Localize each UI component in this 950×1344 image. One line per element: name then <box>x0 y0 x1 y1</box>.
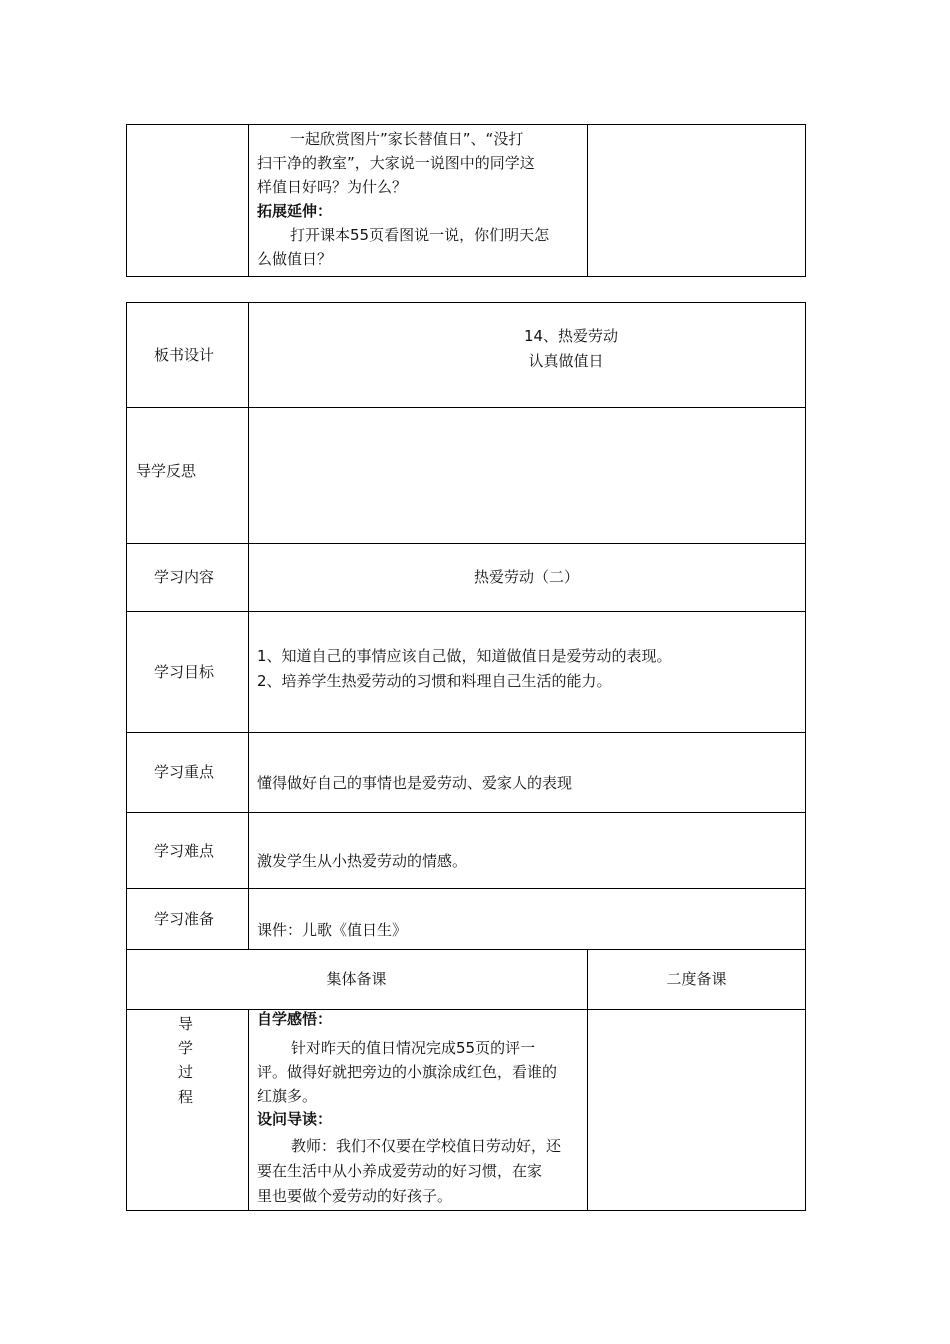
self-study-heading: 自学感悟： <box>257 1010 333 1028</box>
row-divider-6 <box>126 888 806 889</box>
top-text-line-1: 一起欣赏图片”家长替值日”、“没打 <box>290 130 524 148</box>
guide-line-2: 要在生活中从小养成爱劳动的好习惯，在家 <box>257 1162 543 1180</box>
board-design-subtitle: 认真做值日 <box>528 352 604 370</box>
process-label-char-3: 过 <box>178 1063 194 1081</box>
difficulty-label: 学习难点 <box>154 842 215 860</box>
process-label-char-1: 导 <box>178 1015 194 1033</box>
difficulty-value: 激发学生从小热爱劳动的情感。 <box>257 852 468 870</box>
study-goals-label: 学习目标 <box>154 663 215 681</box>
self-study-line-1: 针对昨天的值日情况完成55页的评一 <box>291 1039 536 1057</box>
board-design-label: 板书设计 <box>154 346 215 364</box>
extend-line-2: 么做值日？ <box>257 250 333 268</box>
row-divider-4 <box>126 732 806 733</box>
top-table-divider-1 <box>248 124 249 277</box>
extend-heading: 拓展延伸： <box>257 202 333 220</box>
top-table-divider-2 <box>587 124 588 277</box>
key-point-value: 懂得做好自己的事情也是爱劳动、爱家人的表现 <box>257 774 573 792</box>
second-prep-header: 二度备课 <box>666 970 727 988</box>
study-goal-item-1: 1、知道自己的事情应该自己做，知道做值日是爱劳动的表现。 <box>257 647 672 665</box>
row-divider-3 <box>126 611 806 612</box>
row-divider-8 <box>126 1009 806 1010</box>
guide-heading: 设问导读： <box>257 1110 333 1128</box>
study-content-label: 学习内容 <box>154 568 215 586</box>
extend-line-1: 打开课本55页看图说一说，你们明天怎 <box>290 226 550 244</box>
key-point-label: 学习重点 <box>154 763 215 781</box>
guide-line-3: 里也要做个爱劳动的好孩子。 <box>257 1187 453 1205</box>
row-divider-7 <box>126 949 806 950</box>
preparation-label: 学习准备 <box>154 910 215 928</box>
process-label-char-2: 学 <box>178 1039 194 1057</box>
guide-line-1: 教师：我们不仅要在学校值日劳动好，还 <box>291 1137 562 1155</box>
reflection-label: 导学反思 <box>136 462 197 480</box>
row-divider-1 <box>126 407 806 408</box>
group-prep-header: 集体备课 <box>326 970 387 988</box>
row-divider-2 <box>126 543 806 544</box>
study-content-value: 热爱劳动（二） <box>473 568 579 586</box>
self-study-line-3: 红旗多。 <box>257 1087 318 1105</box>
preparation-value: 课件：儿歌《值日生》 <box>257 921 408 939</box>
study-goal-item-2: 2、培养学生热爱劳动的习惯和料理自己生活的能力。 <box>257 672 612 690</box>
label-column-divider-upper <box>248 302 249 949</box>
label-column-divider-lower <box>248 1009 249 1211</box>
process-label-char-4: 程 <box>178 1088 194 1106</box>
row-divider-5 <box>126 812 806 813</box>
self-study-line-2: 评。做得好就把旁边的小旗涂成红色，看谁的 <box>257 1063 558 1081</box>
top-text-line-2: 扫干净的教室”，大家说一说图中的同学这 <box>257 154 535 172</box>
board-design-title: 14、热爱劳动 <box>523 327 619 345</box>
top-text-line-3: 样值日好吗？为什么？ <box>257 178 408 196</box>
